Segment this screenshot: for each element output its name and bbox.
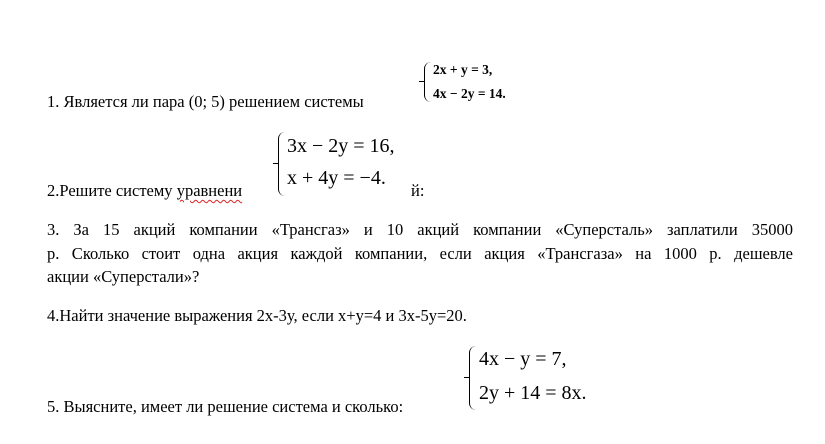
question-5-brace <box>469 346 476 410</box>
question-2-text-part-3: й: <box>411 181 425 200</box>
question-2-equation-1: 3x − 2y = 16, <box>287 135 395 157</box>
question-2-brace <box>278 132 285 196</box>
question-2-text-part-1: 2.Решите систему <box>47 181 177 200</box>
question-1-brace <box>424 62 431 102</box>
question-5-equation-1: 4x − y = 7, <box>479 348 567 370</box>
question-5-equation-2: 2y + 14 = 8x. <box>479 382 587 404</box>
question-3-line-2: р. Сколько стоит одна акция каждой компании, если акция «Трансгаза» на 1000 р. дешевле <box>47 244 793 263</box>
question-4-text: 4.Найти значение выражения 2х-3у, если х+у=4 и 3х-5у=20. <box>47 306 467 325</box>
question-5-text: 5. Выясните, имеет ли решение система и сколько: <box>47 397 404 416</box>
question-1-equation-1: 2x + y = 3, <box>433 62 493 77</box>
question-1-text: 1. Является ли пара (0; 5) решением системы <box>47 92 364 111</box>
question-2-text <box>47 181 242 201</box>
question-3-line-1: 3. За 15 акций компании «Трансгаз» и 10 акций компании «Суперсталь» заплатили 35000 <box>47 220 793 239</box>
question-2-text-part-2: уравнени <box>176 181 243 200</box>
question-3-line-3: акции «Суперстали»? <box>47 267 200 286</box>
question-2-equation-2: x + 4y = −4. <box>287 167 386 189</box>
question-1-equation-2: 4x − 2y = 14. <box>433 86 506 101</box>
